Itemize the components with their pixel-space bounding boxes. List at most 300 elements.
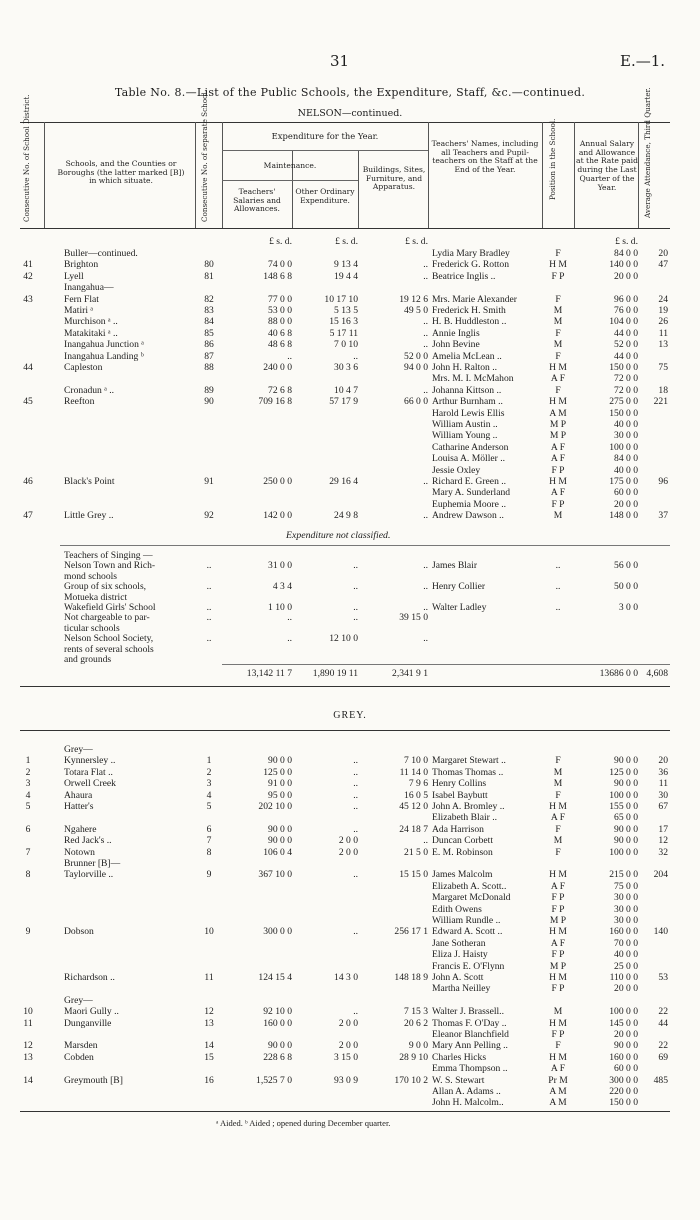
salaries-cell: 40 6 8 xyxy=(268,327,292,339)
position-cell: M xyxy=(553,766,563,778)
position-cell: F P xyxy=(551,892,565,904)
attendance-cell: 26 xyxy=(658,316,668,328)
table-row xyxy=(0,983,700,994)
position-cell: M xyxy=(553,339,563,351)
position-cell: M P xyxy=(549,960,567,972)
buildings-cell: 7 9 6 xyxy=(408,778,428,790)
position-header: Position in the School. xyxy=(548,118,557,200)
other-expenditure-cell: 30 3 6 xyxy=(334,362,358,373)
table-row xyxy=(0,644,700,655)
school-cell: Orwell Creek xyxy=(64,778,116,790)
other-expenditure-cell: .. xyxy=(353,560,358,572)
school-cell: Brunner [B]— xyxy=(64,858,121,869)
other-expenditure-cell: .. xyxy=(353,869,358,881)
school-no-cell: .. xyxy=(206,581,212,593)
position-cell: F xyxy=(555,823,561,835)
position-cell: F P xyxy=(551,464,565,476)
position-cell: M xyxy=(553,510,563,522)
buildings-cell: .. xyxy=(423,835,428,847)
salary-cell: 125 0 0 xyxy=(609,766,638,778)
attendance-cell: 20 xyxy=(658,248,668,259)
salary-cell: 65 0 0 xyxy=(614,812,638,824)
buildings-cell: 39 15 0 xyxy=(399,612,428,624)
school-cell: Reefton xyxy=(64,396,95,408)
table-row xyxy=(0,362,700,373)
table-row xyxy=(0,824,700,835)
teacher-name-cell: Duncan Corbett xyxy=(432,835,494,847)
district-no-cell: 14 xyxy=(23,1074,33,1086)
salaries-cell: 90 0 0 xyxy=(268,755,292,767)
teacher-name-cell: Jessie Oxley xyxy=(432,464,481,476)
school-no-cell: .. xyxy=(206,560,212,572)
teacher-name-cell: William Austin .. xyxy=(432,419,498,430)
school-cell: Notown xyxy=(64,846,95,858)
column-rule xyxy=(44,122,45,228)
table-row xyxy=(0,294,700,305)
position-cell: H M xyxy=(549,926,567,938)
table-row xyxy=(0,453,700,464)
school-no-cell: 6 xyxy=(206,823,212,835)
attendance-cell: 11 xyxy=(658,778,668,790)
table-row xyxy=(0,396,700,407)
other-expenditure-cell: 7 0 10 xyxy=(334,339,358,351)
teacher-name-cell: Amelia McLean .. xyxy=(432,350,502,362)
attendance-cell: 19 xyxy=(658,305,668,316)
position-cell: F xyxy=(555,846,561,858)
table-row xyxy=(0,949,700,960)
salary-cell: 160 0 0 xyxy=(609,1051,638,1063)
salaries-cell: 250 0 0 xyxy=(263,476,292,487)
other-expenditure-cell: .. xyxy=(353,926,358,938)
buildings-cell: .. xyxy=(423,384,428,396)
teacher-name-cell: James Blair xyxy=(432,560,478,572)
grey-heading: GREY. xyxy=(333,710,367,721)
teacher-name-cell: W. S. Stewart xyxy=(432,1074,485,1086)
salaries-cell: 300 0 0 xyxy=(263,926,292,938)
teacher-name-cell: Emma Thompson .. xyxy=(432,1063,508,1075)
table-row xyxy=(0,767,700,778)
school-no-cell: 89 xyxy=(204,384,214,396)
position-cell: F P xyxy=(551,903,565,915)
buildings-cell: .. xyxy=(423,339,428,351)
school-no-cell: 84 xyxy=(204,316,214,328)
salary-cell: 20 0 0 xyxy=(614,983,638,995)
salary-cell: 160 0 0 xyxy=(609,926,638,938)
position-cell: .. xyxy=(555,602,561,613)
table-row xyxy=(0,790,700,801)
salaries-cell: 74 0 0 xyxy=(268,259,292,271)
district-no-cell: 9 xyxy=(25,926,31,938)
salary-cell: 20 0 0 xyxy=(614,270,638,282)
teacher-name-cell: Elizabeth A. Scott.. xyxy=(432,880,507,892)
position-cell: A F xyxy=(550,487,566,499)
school-no-cell: 10 xyxy=(204,926,214,938)
expenditure-rule xyxy=(222,150,428,151)
salaries-header: Teachers' Salaries and Allowances. xyxy=(233,187,281,214)
table-row xyxy=(0,755,700,766)
table-row xyxy=(0,305,700,316)
teacher-name-cell: Margaret McDonald xyxy=(432,892,511,904)
position-cell: H M xyxy=(549,869,567,881)
salary-header: Annual Salary and Allowance at the Rate paid during the Last Quarter of the Year. xyxy=(576,139,638,192)
salary-cell: 275 0 0 xyxy=(609,396,638,408)
salaries-cell: 91 0 0 xyxy=(268,778,292,790)
salary-cell: 100 0 0 xyxy=(609,789,638,801)
position-cell: H M xyxy=(549,801,567,812)
table-row xyxy=(0,847,700,858)
salaries-cell: 228 6 8 xyxy=(263,1051,292,1063)
buildings-cell: 49 5 0 xyxy=(404,305,428,316)
district-no-cell: 47 xyxy=(23,510,33,522)
school-no-cell: 4 xyxy=(206,789,212,801)
school-cell: Taylorville .. xyxy=(64,869,114,881)
attendance-cell: 12 xyxy=(658,835,668,847)
district-no-cell: 12 xyxy=(23,1040,33,1052)
table-row xyxy=(0,351,700,362)
table-row xyxy=(0,592,700,603)
salaries-cell: .. xyxy=(287,633,292,645)
other-expenditure-cell: 19 4 4 xyxy=(334,270,358,282)
salaries-cell: 53 0 0 xyxy=(268,305,292,316)
salaries-cell: 88 0 0 xyxy=(268,316,292,328)
salary-cell: 110 0 0 xyxy=(609,972,638,983)
teacher-name-cell: Eleanor Blanchfield xyxy=(432,1029,509,1040)
school-cell: Marsden xyxy=(64,1040,98,1052)
position-cell: H M xyxy=(549,396,567,408)
currency-label: £ s. d. xyxy=(269,236,292,247)
school-cell: Not chargeable to par- xyxy=(64,612,150,624)
district-no-cell: 5 xyxy=(25,801,31,812)
attendance-cell: 485 xyxy=(653,1074,668,1086)
table-row xyxy=(0,487,700,498)
table-row xyxy=(0,612,700,623)
teacher-name-cell: Ada Harrison xyxy=(432,823,484,835)
totals-rule xyxy=(222,664,670,665)
salary-cell: 56 0 0 xyxy=(614,560,638,572)
table-row xyxy=(0,476,700,487)
other-expenditure-cell: 2 0 0 xyxy=(338,846,358,858)
buildings-cell: .. xyxy=(423,270,428,282)
teacher-name-cell: Henry Collins xyxy=(432,778,487,790)
other-expenditure-cell: 2 0 0 xyxy=(338,835,358,847)
school-cell: Dobson xyxy=(64,926,94,938)
school-cell: Murchison ᵃ .. xyxy=(64,316,118,328)
table-row xyxy=(0,972,700,983)
attendance-cell: 17 xyxy=(658,823,668,835)
position-cell: A M xyxy=(549,407,567,419)
school-cell: Grey— xyxy=(64,744,93,755)
page-reference: E.—1. xyxy=(620,52,666,70)
teacher-name-cell: Lydia Mary Bradley xyxy=(432,248,510,259)
buildings-cell: .. xyxy=(423,259,428,271)
position-cell: .. xyxy=(555,560,561,572)
salary-cell: 84 0 0 xyxy=(614,248,638,259)
salaries-cell: 31 0 0 xyxy=(268,560,292,572)
teacher-name-cell: Francis E. O'Flynn xyxy=(432,960,505,972)
table-row xyxy=(0,623,700,634)
teacher-name-cell: John H. Ralton .. xyxy=(432,362,498,373)
school-no-cell: 16 xyxy=(204,1074,214,1086)
school-cell: Dunganville xyxy=(64,1017,112,1029)
district-no-cell: 46 xyxy=(23,476,33,487)
school-cell: Red Jack's .. xyxy=(64,835,112,847)
salary-cell: 44 0 0 xyxy=(614,350,638,362)
buildings-cell: .. xyxy=(423,602,428,613)
buildings-cell: .. xyxy=(423,581,428,593)
salary-cell: 40 0 0 xyxy=(614,419,638,430)
salaries-cell: 709 16 8 xyxy=(258,396,292,408)
table-row xyxy=(0,282,700,293)
school-no-header: Consecutive No. of separate School. xyxy=(200,90,209,222)
district-no-cell: 3 xyxy=(25,778,31,790)
other-expenditure-cell: .. xyxy=(353,602,358,613)
school-cell: Black's Point xyxy=(64,476,115,487)
salary-cell: 52 0 0 xyxy=(614,339,638,351)
other-expenditure-cell: .. xyxy=(353,581,358,593)
school-no-cell: 1 xyxy=(206,755,212,767)
salary-cell: 150 0 0 xyxy=(609,1097,638,1109)
attendance-cell: 96 xyxy=(658,476,668,487)
table-row xyxy=(0,938,700,949)
salary-cell: 60 0 0 xyxy=(614,487,638,499)
salaries-cell: 95 0 0 xyxy=(268,789,292,801)
salaries-cell: 77 0 0 xyxy=(268,293,292,305)
position-cell: F xyxy=(555,384,561,396)
teacher-name-cell: John A. Bromley .. xyxy=(432,801,505,812)
school-cell: Inangahua— xyxy=(64,282,114,294)
salary-cell: 20 0 0 xyxy=(614,1029,638,1040)
buildings-cell: 28 9 10 xyxy=(399,1051,428,1063)
teacher-name-cell: Annie Inglis xyxy=(432,327,480,339)
school-cell: Matakitaki ᵃ .. xyxy=(64,327,118,339)
school-cell: Kynnersley .. xyxy=(64,755,116,767)
salary-cell: 72 0 0 xyxy=(614,384,638,396)
salary-cell: 25 0 0 xyxy=(614,960,638,972)
table-row xyxy=(0,869,700,880)
teacher-name-cell: John Bevine xyxy=(432,339,480,351)
salaries-cell: 48 6 8 xyxy=(268,339,292,351)
teacher-name-cell: Martha Neilley xyxy=(432,983,491,995)
buildings-cell: 66 0 0 xyxy=(404,396,428,408)
buildings-cell: 21 5 0 xyxy=(404,846,428,858)
teacher-name-cell: Beatrice Inglis .. xyxy=(432,270,496,282)
salaries-cell: 1 10 0 xyxy=(268,602,292,613)
school-cell: Ngahere xyxy=(64,823,97,835)
position-cell: H M xyxy=(549,476,567,487)
table-row xyxy=(0,904,700,915)
teacher-name-cell: Mrs. M. I. McMahon xyxy=(432,373,514,385)
district-no-cell: 1 xyxy=(25,755,31,767)
table-row xyxy=(0,778,700,789)
header-top-rule xyxy=(20,122,670,123)
school-cell: Totara Flat .. xyxy=(64,766,113,778)
other-expenditure-cell: 3 15 0 xyxy=(334,1051,358,1063)
teacher-name-cell: Johanna Kittson .. xyxy=(432,384,502,396)
salary-cell: 175 0 0 xyxy=(609,476,638,487)
position-cell: A F xyxy=(550,453,566,465)
attendance-cell: 22 xyxy=(658,1040,668,1052)
position-cell: .. xyxy=(555,581,561,593)
school-no-cell: 13 xyxy=(204,1017,214,1029)
table-row xyxy=(0,1052,700,1063)
school-cell: Inangahua Junction ᵃ xyxy=(64,339,144,351)
district-no-cell: 2 xyxy=(25,766,31,778)
other-expenditure-cell: .. xyxy=(353,612,358,624)
page-number: 31 xyxy=(330,52,350,70)
total-salaries: 13,142 11 7 xyxy=(246,668,292,679)
attendance-cell: 22 xyxy=(658,1006,668,1018)
salary-cell: 90 0 0 xyxy=(614,1040,638,1052)
table-row xyxy=(0,1063,700,1074)
salary-cell: 84 0 0 xyxy=(614,453,638,465)
salary-cell: 40 0 0 xyxy=(614,949,638,961)
table-row xyxy=(0,499,700,510)
table-row xyxy=(0,812,700,823)
teacher-name-cell: Harold Lewis Ellis xyxy=(432,407,505,419)
table-row xyxy=(0,328,700,339)
buildings-cell: .. xyxy=(423,476,428,487)
buildings-cell: 170 10 2 xyxy=(394,1074,428,1086)
table-row xyxy=(0,995,700,1006)
teacher-name-cell: E. M. Robinson xyxy=(432,846,493,858)
buildings-cell: 45 12 0 xyxy=(399,801,428,812)
table-row xyxy=(0,1086,700,1097)
attendance-cell: 140 xyxy=(653,926,668,938)
salary-cell: 90 0 0 xyxy=(614,755,638,767)
teacher-name-cell: Walter J. Brassell.. xyxy=(432,1006,504,1018)
attendance-cell: 32 xyxy=(658,846,668,858)
school-cell: ticular schools xyxy=(64,622,120,634)
other-expenditure-cell: 2 0 0 xyxy=(338,1040,358,1052)
school-cell: Little Grey .. xyxy=(64,510,114,522)
other-expenditure-cell: 10 17 10 xyxy=(324,293,358,305)
teacher-name-cell: Jane Sotheran xyxy=(432,937,486,949)
salary-cell: 215 0 0 xyxy=(609,869,638,881)
position-cell: H M xyxy=(549,1051,567,1063)
other-expenditure-cell: .. xyxy=(353,778,358,790)
school-no-cell: 8 xyxy=(206,846,212,858)
school-cell: and grounds xyxy=(64,654,112,665)
teacher-name-cell: Mary Ann Pelling .. xyxy=(432,1040,508,1052)
salaries-cell: 124 15 4 xyxy=(258,972,292,983)
table-row xyxy=(0,1029,700,1040)
school-cell: Nelson Town and Rich- xyxy=(64,560,156,572)
district-no-cell: 13 xyxy=(23,1051,33,1063)
column-rule xyxy=(574,122,575,228)
buildings-cell: 15 15 0 xyxy=(399,869,428,881)
buildings-cell: 52 0 0 xyxy=(404,350,428,362)
buildings-cell: 256 17 1 xyxy=(394,926,428,938)
total-buildings: 2,341 9 1 xyxy=(392,668,428,679)
teacher-name-cell: Henry Collier xyxy=(432,581,486,593)
table-row xyxy=(0,550,700,561)
position-cell: F P xyxy=(551,1029,565,1040)
salary-cell: 140 0 0 xyxy=(609,259,638,271)
district-no-cell: 41 xyxy=(23,259,33,271)
table-row xyxy=(0,1075,700,1086)
school-no-cell: 9 xyxy=(206,869,212,881)
school-no-cell: .. xyxy=(206,633,212,645)
table-row xyxy=(0,271,700,282)
school-cell: Buller—continued. xyxy=(64,248,138,259)
position-cell: A F xyxy=(550,441,566,453)
table-row xyxy=(0,926,700,937)
school-no-cell: 12 xyxy=(204,1006,214,1018)
district-no-cell: 45 xyxy=(23,396,33,408)
other-expenditure-cell: 57 17 9 xyxy=(329,396,358,408)
table-title: Table No. 8.—List of the Public Schools, the Expenditure, Staff, &c.—continued. xyxy=(114,86,586,99)
position-cell: A F xyxy=(550,1063,566,1075)
school-cell: Capleston xyxy=(64,362,103,373)
other-expenditure-cell: .. xyxy=(353,755,358,767)
teacher-name-cell: Frederick H. Smith xyxy=(432,305,506,316)
table-row xyxy=(0,892,700,903)
salary-cell: 30 0 0 xyxy=(614,903,638,915)
attendance-cell: 53 xyxy=(658,972,668,983)
district-no-cell: 43 xyxy=(23,293,33,305)
attendance-cell: 24 xyxy=(658,293,668,305)
position-cell: H M xyxy=(549,1017,567,1029)
salary-cell: 20 0 0 xyxy=(614,498,638,510)
school-cell: Brighton xyxy=(64,259,99,271)
salary-cell: 300 0 0 xyxy=(609,1074,638,1086)
other-expenditure-cell: .. xyxy=(353,789,358,801)
school-no-cell: 15 xyxy=(204,1051,214,1063)
position-cell: M P xyxy=(549,419,567,430)
attendance-cell: 20 xyxy=(658,755,668,767)
position-cell: H M xyxy=(549,362,567,373)
salary-cell: 60 0 0 xyxy=(614,1063,638,1075)
grey-bottom-rule xyxy=(20,1111,670,1112)
position-cell: F P xyxy=(551,949,565,961)
position-cell: M xyxy=(553,835,563,847)
salary-cell: 30 0 0 xyxy=(614,915,638,926)
teacher-name-cell: Frederick G. Rotton xyxy=(432,259,510,271)
school-cell: mond schools xyxy=(64,570,118,582)
school-cell: Fern Flat xyxy=(64,293,99,305)
salaries-cell: 148 6 8 xyxy=(263,270,292,282)
attendance-cell: 204 xyxy=(653,869,668,881)
attendance-cell: 37 xyxy=(658,510,668,522)
salaries-cell: 90 0 0 xyxy=(268,1040,292,1052)
salary-cell: 75 0 0 xyxy=(614,880,638,892)
position-cell: A M xyxy=(549,1086,567,1097)
table-row xyxy=(0,602,700,613)
school-no-cell: 86 xyxy=(204,339,214,351)
teacher-name-cell: William Rundle .. xyxy=(432,915,501,926)
teachers-header: Teachers' Names, including all Teachers and Pupil-teachers on the Staff at the End of the Year. xyxy=(431,139,539,175)
school-no-cell: .. xyxy=(206,612,212,624)
salary-cell: 148 0 0 xyxy=(609,510,638,522)
salary-cell: 90 0 0 xyxy=(614,823,638,835)
salary-cell: 100 0 0 xyxy=(609,441,638,453)
teacher-name-cell: Elizabeth Blair .. xyxy=(432,812,498,824)
other-expenditure-cell: 29 16 4 xyxy=(329,476,358,487)
attendance-cell: 11 xyxy=(658,327,668,339)
school-cell: Matiri ᵃ xyxy=(64,305,94,316)
district-no-cell: 42 xyxy=(23,270,33,282)
salary-cell: 100 0 0 xyxy=(609,1006,638,1018)
salary-cell: 44 0 0 xyxy=(614,327,638,339)
total-salary: 13686 0 0 xyxy=(599,668,638,679)
salary-cell: 30 0 0 xyxy=(614,430,638,442)
table-row xyxy=(0,259,700,270)
position-cell: F xyxy=(555,293,561,305)
buildings-cell: .. xyxy=(423,327,428,339)
table-row xyxy=(0,316,700,327)
total-attendance: 4,608 xyxy=(646,668,668,679)
not-classified-heading: Expenditure not classified. xyxy=(286,530,391,541)
